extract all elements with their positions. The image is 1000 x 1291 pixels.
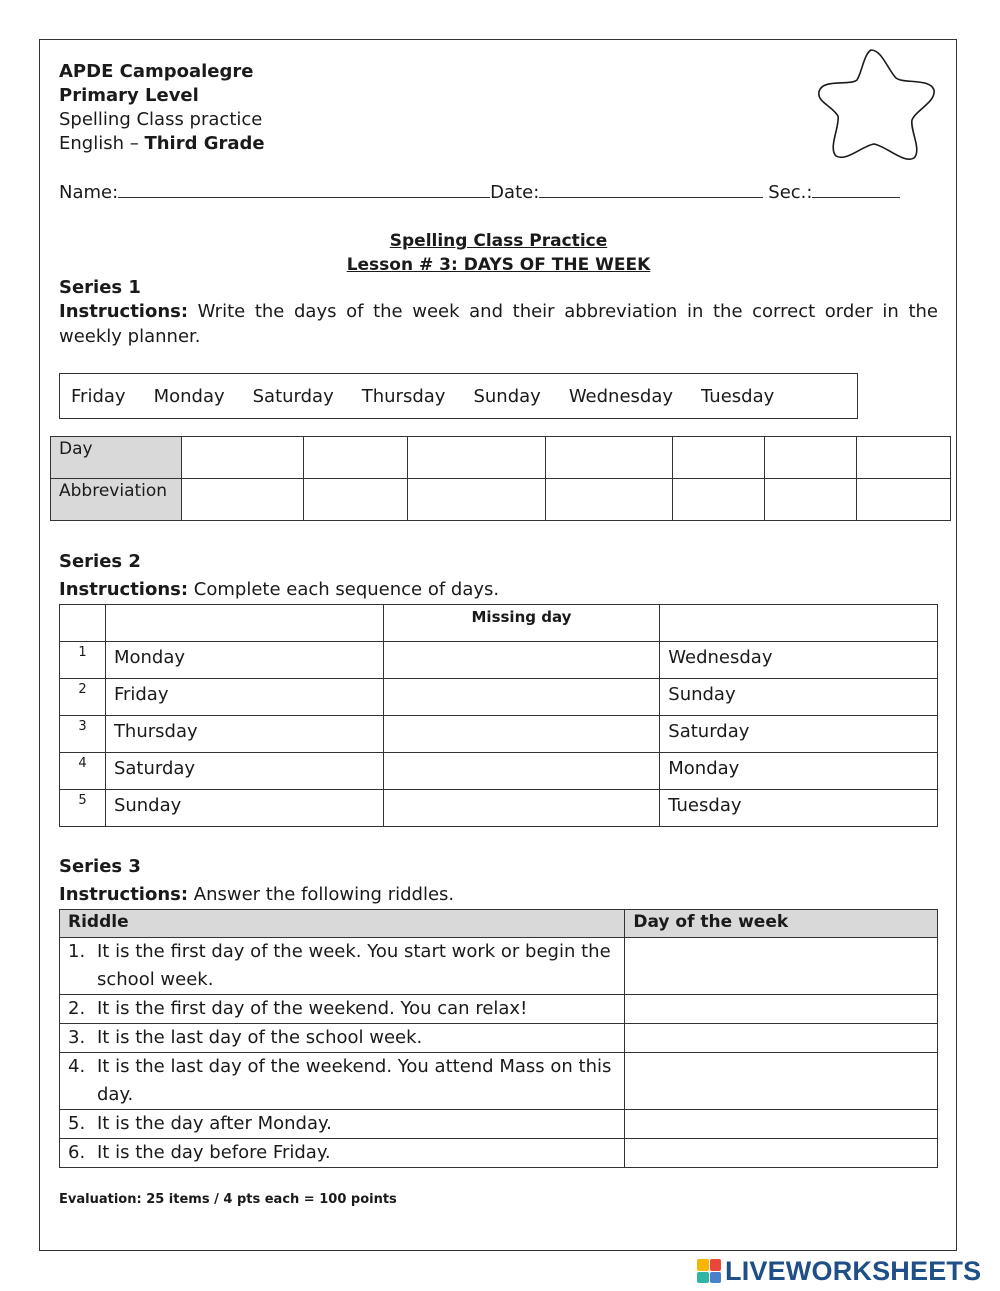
riddle-row bbox=[60, 1024, 938, 1053]
sequence-header-cell bbox=[660, 605, 938, 642]
riddle-number: 3. bbox=[68, 1027, 86, 1048]
planner-row-label: Day bbox=[51, 437, 182, 479]
riddle-row bbox=[60, 1053, 938, 1110]
planner-cell[interactable] bbox=[303, 479, 407, 521]
riddle-text: It is the last day of the weekend. You attend Mass on this day. bbox=[97, 1056, 612, 1105]
missing-day-cell[interactable] bbox=[383, 790, 660, 827]
logo-block bbox=[710, 1272, 722, 1284]
riddle-number: 6. bbox=[68, 1142, 86, 1163]
planner-cell[interactable] bbox=[407, 437, 546, 479]
day-before: Friday bbox=[105, 679, 383, 716]
riddle-row bbox=[60, 938, 938, 995]
riddle-answer-cell[interactable] bbox=[625, 938, 938, 995]
series-1-instr-label: Instructions: bbox=[59, 301, 189, 322]
missing-day-cell[interactable] bbox=[383, 716, 660, 753]
word-bank-item: Sunday bbox=[473, 385, 541, 407]
weekly-planner-table bbox=[50, 436, 951, 521]
sequence-table bbox=[59, 604, 938, 827]
day-after: Sunday bbox=[660, 679, 938, 716]
sequence-header-cell bbox=[105, 605, 383, 642]
series-3-title: Series 3 bbox=[59, 856, 141, 877]
riddle-text: It is the day after Monday. bbox=[97, 1113, 332, 1134]
riddle-column-header: Riddle bbox=[60, 910, 625, 938]
riddle-table bbox=[59, 909, 938, 1168]
day-before: Sunday bbox=[105, 790, 383, 827]
day-column-header: Day of the week bbox=[625, 910, 938, 938]
grade: Third Grade bbox=[144, 133, 265, 154]
riddle-cell bbox=[60, 938, 625, 995]
planner-cell[interactable] bbox=[546, 479, 673, 521]
riddle-text: It is the last day of the school week. bbox=[97, 1027, 423, 1048]
riddle-answer-cell[interactable] bbox=[625, 995, 938, 1024]
worksheet-header bbox=[59, 60, 265, 156]
missing-day-header: Missing day bbox=[383, 605, 660, 642]
planner-cell[interactable] bbox=[765, 437, 857, 479]
logo-block bbox=[710, 1259, 722, 1271]
planner-cell[interactable] bbox=[303, 437, 407, 479]
series-1-title: Series 1 bbox=[59, 277, 141, 298]
series-3-instr-label: Instructions: bbox=[59, 884, 189, 905]
sequence-header-cell bbox=[60, 605, 106, 642]
day-after: Wednesday bbox=[660, 642, 938, 679]
sequence-header-row bbox=[60, 605, 938, 642]
riddle-cell bbox=[60, 995, 625, 1024]
riddle-row bbox=[60, 995, 938, 1024]
evaluation-note: Evaluation: 25 items / 4 pts each = 100 points bbox=[59, 1192, 397, 1207]
sequence-number: 5 bbox=[60, 790, 106, 827]
planner-day-row bbox=[51, 437, 951, 479]
planner-cell[interactable] bbox=[673, 479, 765, 521]
sequence-row bbox=[60, 716, 938, 753]
day-after: Tuesday bbox=[660, 790, 938, 827]
riddle-number: 4. bbox=[68, 1056, 86, 1077]
logo-blocks-icon bbox=[697, 1259, 721, 1283]
logo-text: LIVEWORKSHEETS bbox=[725, 1255, 982, 1286]
subject: English – bbox=[59, 133, 145, 154]
series-2-title: Series 2 bbox=[59, 551, 141, 572]
day-before: Saturday bbox=[105, 753, 383, 790]
sequence-row bbox=[60, 790, 938, 827]
series-1-instr-text: Write the days of the week and their abbreviation in the correct order in the weekly planner. bbox=[59, 301, 938, 347]
riddle-answer-cell[interactable] bbox=[625, 1139, 938, 1168]
riddle-row bbox=[60, 1110, 938, 1139]
riddle-number: 5. bbox=[68, 1113, 86, 1134]
word-bank-item: Saturday bbox=[252, 385, 334, 407]
word-bank-item: Tuesday bbox=[701, 385, 775, 407]
sequence-number: 2 bbox=[60, 679, 106, 716]
sequence-row bbox=[60, 753, 938, 790]
liveworksheets-logo bbox=[697, 1257, 997, 1285]
riddle-cell bbox=[60, 1139, 625, 1168]
planner-cell[interactable] bbox=[546, 437, 673, 479]
sequence-number: 1 bbox=[60, 642, 106, 679]
series-2-instr-text: Complete each sequence of days. bbox=[188, 579, 500, 600]
logo-block bbox=[697, 1259, 709, 1271]
planner-cell[interactable] bbox=[857, 437, 951, 479]
day-after: Saturday bbox=[660, 716, 938, 753]
sec-label: Sec.: bbox=[768, 182, 813, 203]
class-name: Spelling Class practice bbox=[59, 109, 263, 130]
riddle-cell bbox=[60, 1024, 625, 1053]
level: Primary Level bbox=[59, 85, 199, 106]
riddle-answer-cell[interactable] bbox=[625, 1024, 938, 1053]
riddle-row bbox=[60, 1139, 938, 1168]
star-icon bbox=[812, 44, 942, 169]
riddle-number: 2. bbox=[68, 998, 86, 1019]
day-after: Monday bbox=[660, 753, 938, 790]
riddle-header-row bbox=[60, 910, 938, 938]
logo-block bbox=[697, 1272, 709, 1284]
missing-day-cell[interactable] bbox=[383, 642, 660, 679]
riddle-number: 1. bbox=[68, 941, 86, 962]
school-name: APDE Campoalegre bbox=[59, 61, 254, 82]
riddle-cell bbox=[60, 1110, 625, 1139]
word-bank-item: Thursday bbox=[361, 385, 446, 407]
series-3-instr-text: Answer the following riddles. bbox=[188, 884, 455, 905]
planner-cell[interactable] bbox=[407, 479, 546, 521]
sequence-number: 4 bbox=[60, 753, 106, 790]
riddle-cell bbox=[60, 1053, 625, 1110]
riddle-text: It is the first day of the weekend. You can relax! bbox=[97, 998, 528, 1019]
planner-cell[interactable] bbox=[673, 437, 765, 479]
missing-day-cell[interactable] bbox=[383, 753, 660, 790]
title-line-2: Lesson # 3: DAYS OF THE WEEK bbox=[346, 255, 651, 275]
day-before: Monday bbox=[105, 642, 383, 679]
riddle-answer-cell[interactable] bbox=[625, 1110, 938, 1139]
date-field[interactable] bbox=[539, 179, 763, 198]
planner-cell[interactable] bbox=[857, 479, 951, 521]
planner-cell[interactable] bbox=[765, 479, 857, 521]
title-line-1: Spelling Class Practice bbox=[389, 231, 608, 251]
sequence-row bbox=[60, 642, 938, 679]
subject-line bbox=[59, 132, 265, 156]
sequence-row bbox=[60, 679, 938, 716]
name-date-sec-line bbox=[59, 179, 900, 203]
riddle-text: It is the day before Friday. bbox=[97, 1142, 331, 1163]
planner-cell[interactable] bbox=[181, 437, 303, 479]
sequence-number: 3 bbox=[60, 716, 106, 753]
series-2-instructions bbox=[59, 577, 938, 602]
word-bank-item: Friday bbox=[71, 385, 126, 407]
planner-cell[interactable] bbox=[181, 479, 303, 521]
riddle-answer-cell[interactable] bbox=[625, 1053, 938, 1110]
planner-row-label: Abbreviation bbox=[51, 479, 182, 521]
missing-day-cell[interactable] bbox=[383, 679, 660, 716]
word-bank-item: Monday bbox=[153, 385, 225, 407]
word-bank bbox=[59, 373, 858, 419]
date-label: Date: bbox=[490, 182, 540, 203]
riddle-text: It is the first day of the week. You start work or begin the school week. bbox=[97, 941, 611, 990]
day-before: Thursday bbox=[105, 716, 383, 753]
series-3-instructions bbox=[59, 882, 938, 907]
worksheet-title bbox=[59, 229, 938, 277]
planner-abbreviation-row bbox=[51, 479, 951, 521]
sec-field[interactable] bbox=[812, 179, 900, 198]
word-bank-item: Wednesday bbox=[568, 385, 674, 407]
name-field[interactable] bbox=[118, 179, 490, 198]
series-2-instr-label: Instructions: bbox=[59, 579, 189, 600]
name-label: Name: bbox=[59, 182, 119, 203]
series-1-instructions bbox=[59, 299, 938, 349]
